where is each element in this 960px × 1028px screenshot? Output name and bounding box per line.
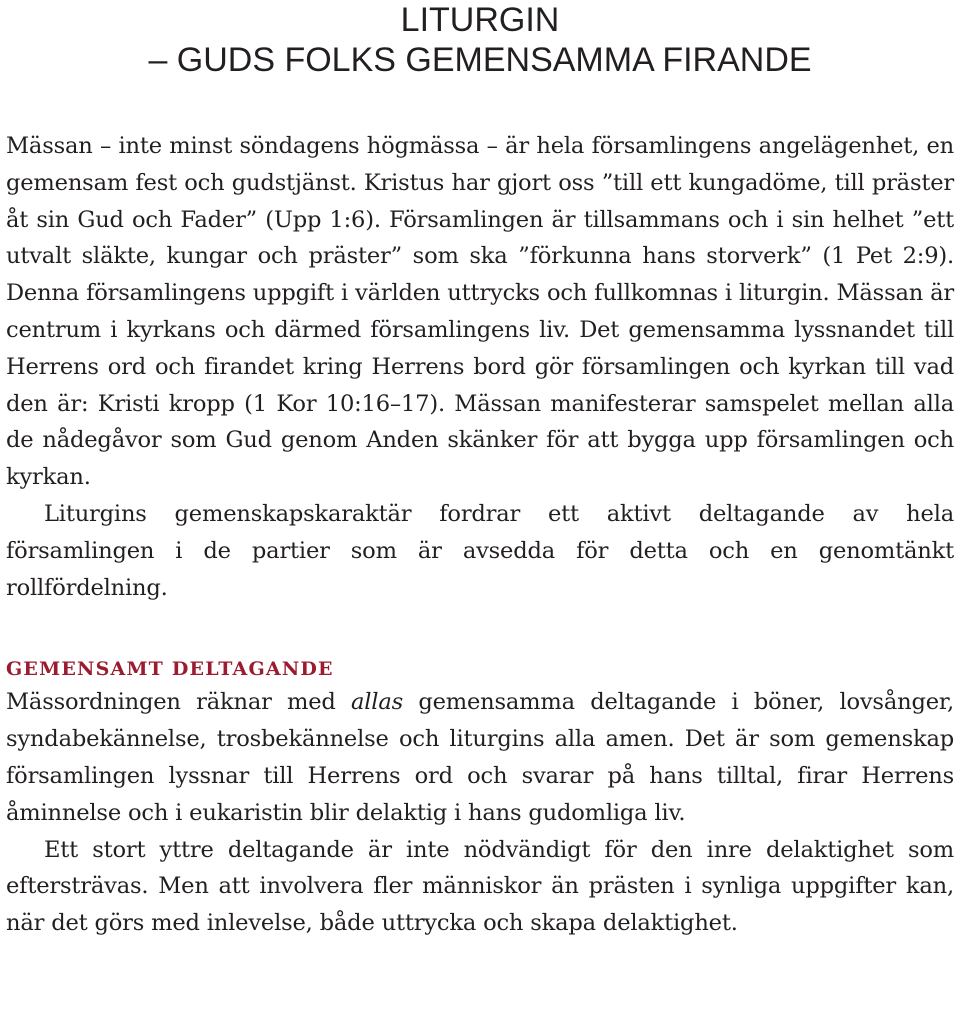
section-heading: GEMENSAMT DELTAGANDE	[6, 658, 334, 681]
title-line-1: LITURGIN	[400, 1, 560, 39]
intro-paragraph-1: Mässan – inte minst söndagens högmässa – är hela församlingens angelägenhet, en gemensam fest och gudstjänst. Kristus har gjort oss ”till ett kungadöme, till präster åt sin Gud och Fader” (Upp 1:6). Församlingen är tillsammans och i sin helhet ”ett utvalt släkte, kungar och präster” som ska ”förkunna hans storverk” (1 Pet 2:9). Denna församlingens uppgift i världen uttrycks och fullkomnas i liturgin. Mässan är centrum i kyrkans och därmed församlingens liv. Det gemensamma lyssnandet till Herrens ord och firandet kring Herrens bord gör församlingen och kyrkan till vad den är: Kristi kropp (1 Kor 10:16–17). Mässan manifesterar samspelet mellan alla de nådegåvor som Gud genom Anden skänker för att bygga upp församlingen och kyrkan.	[6, 133, 954, 491]
section-paragraph-1	[6, 684, 954, 831]
title-line-2: – GUDS FOLKS GEMENSAMMA FIRANDE	[148, 41, 812, 79]
section-paragraph-1-rest: gemensamma deltagande i böner, lovsånger, syndabekännelse, trosbekännelse och liturgins alla amen. Det är som gemenskap församlingen lyssnar till Herrens ord och svarar på hans tilltal, firar Herrens åminnelse och i eukaristin blir delaktig i hans gudomliga liv.	[6, 689, 954, 826]
page-title	[6, 0, 954, 80]
section-paragraph-2: Ett stort yttre deltagande är inte nödvändigt för den inre delaktighet som eftersträvas. Men att involvera fler människor än prästen i synliga uppgifter kan, när det görs med inlevelse, både uttrycka och skapa delaktighet.	[6, 836, 954, 937]
document-page	[6, 0, 954, 942]
intro-paragraph-2: Liturgins gemenskapskaraktär fordrar ett aktivt deltagande av hela församlingen i de partier som är avsedda för detta och en genomtänkt rollfördelning.	[6, 500, 954, 601]
section-paragraph-1-emphasis: allas	[351, 689, 403, 716]
section-paragraph-1-start: Mässordningen räknar med	[6, 689, 351, 716]
